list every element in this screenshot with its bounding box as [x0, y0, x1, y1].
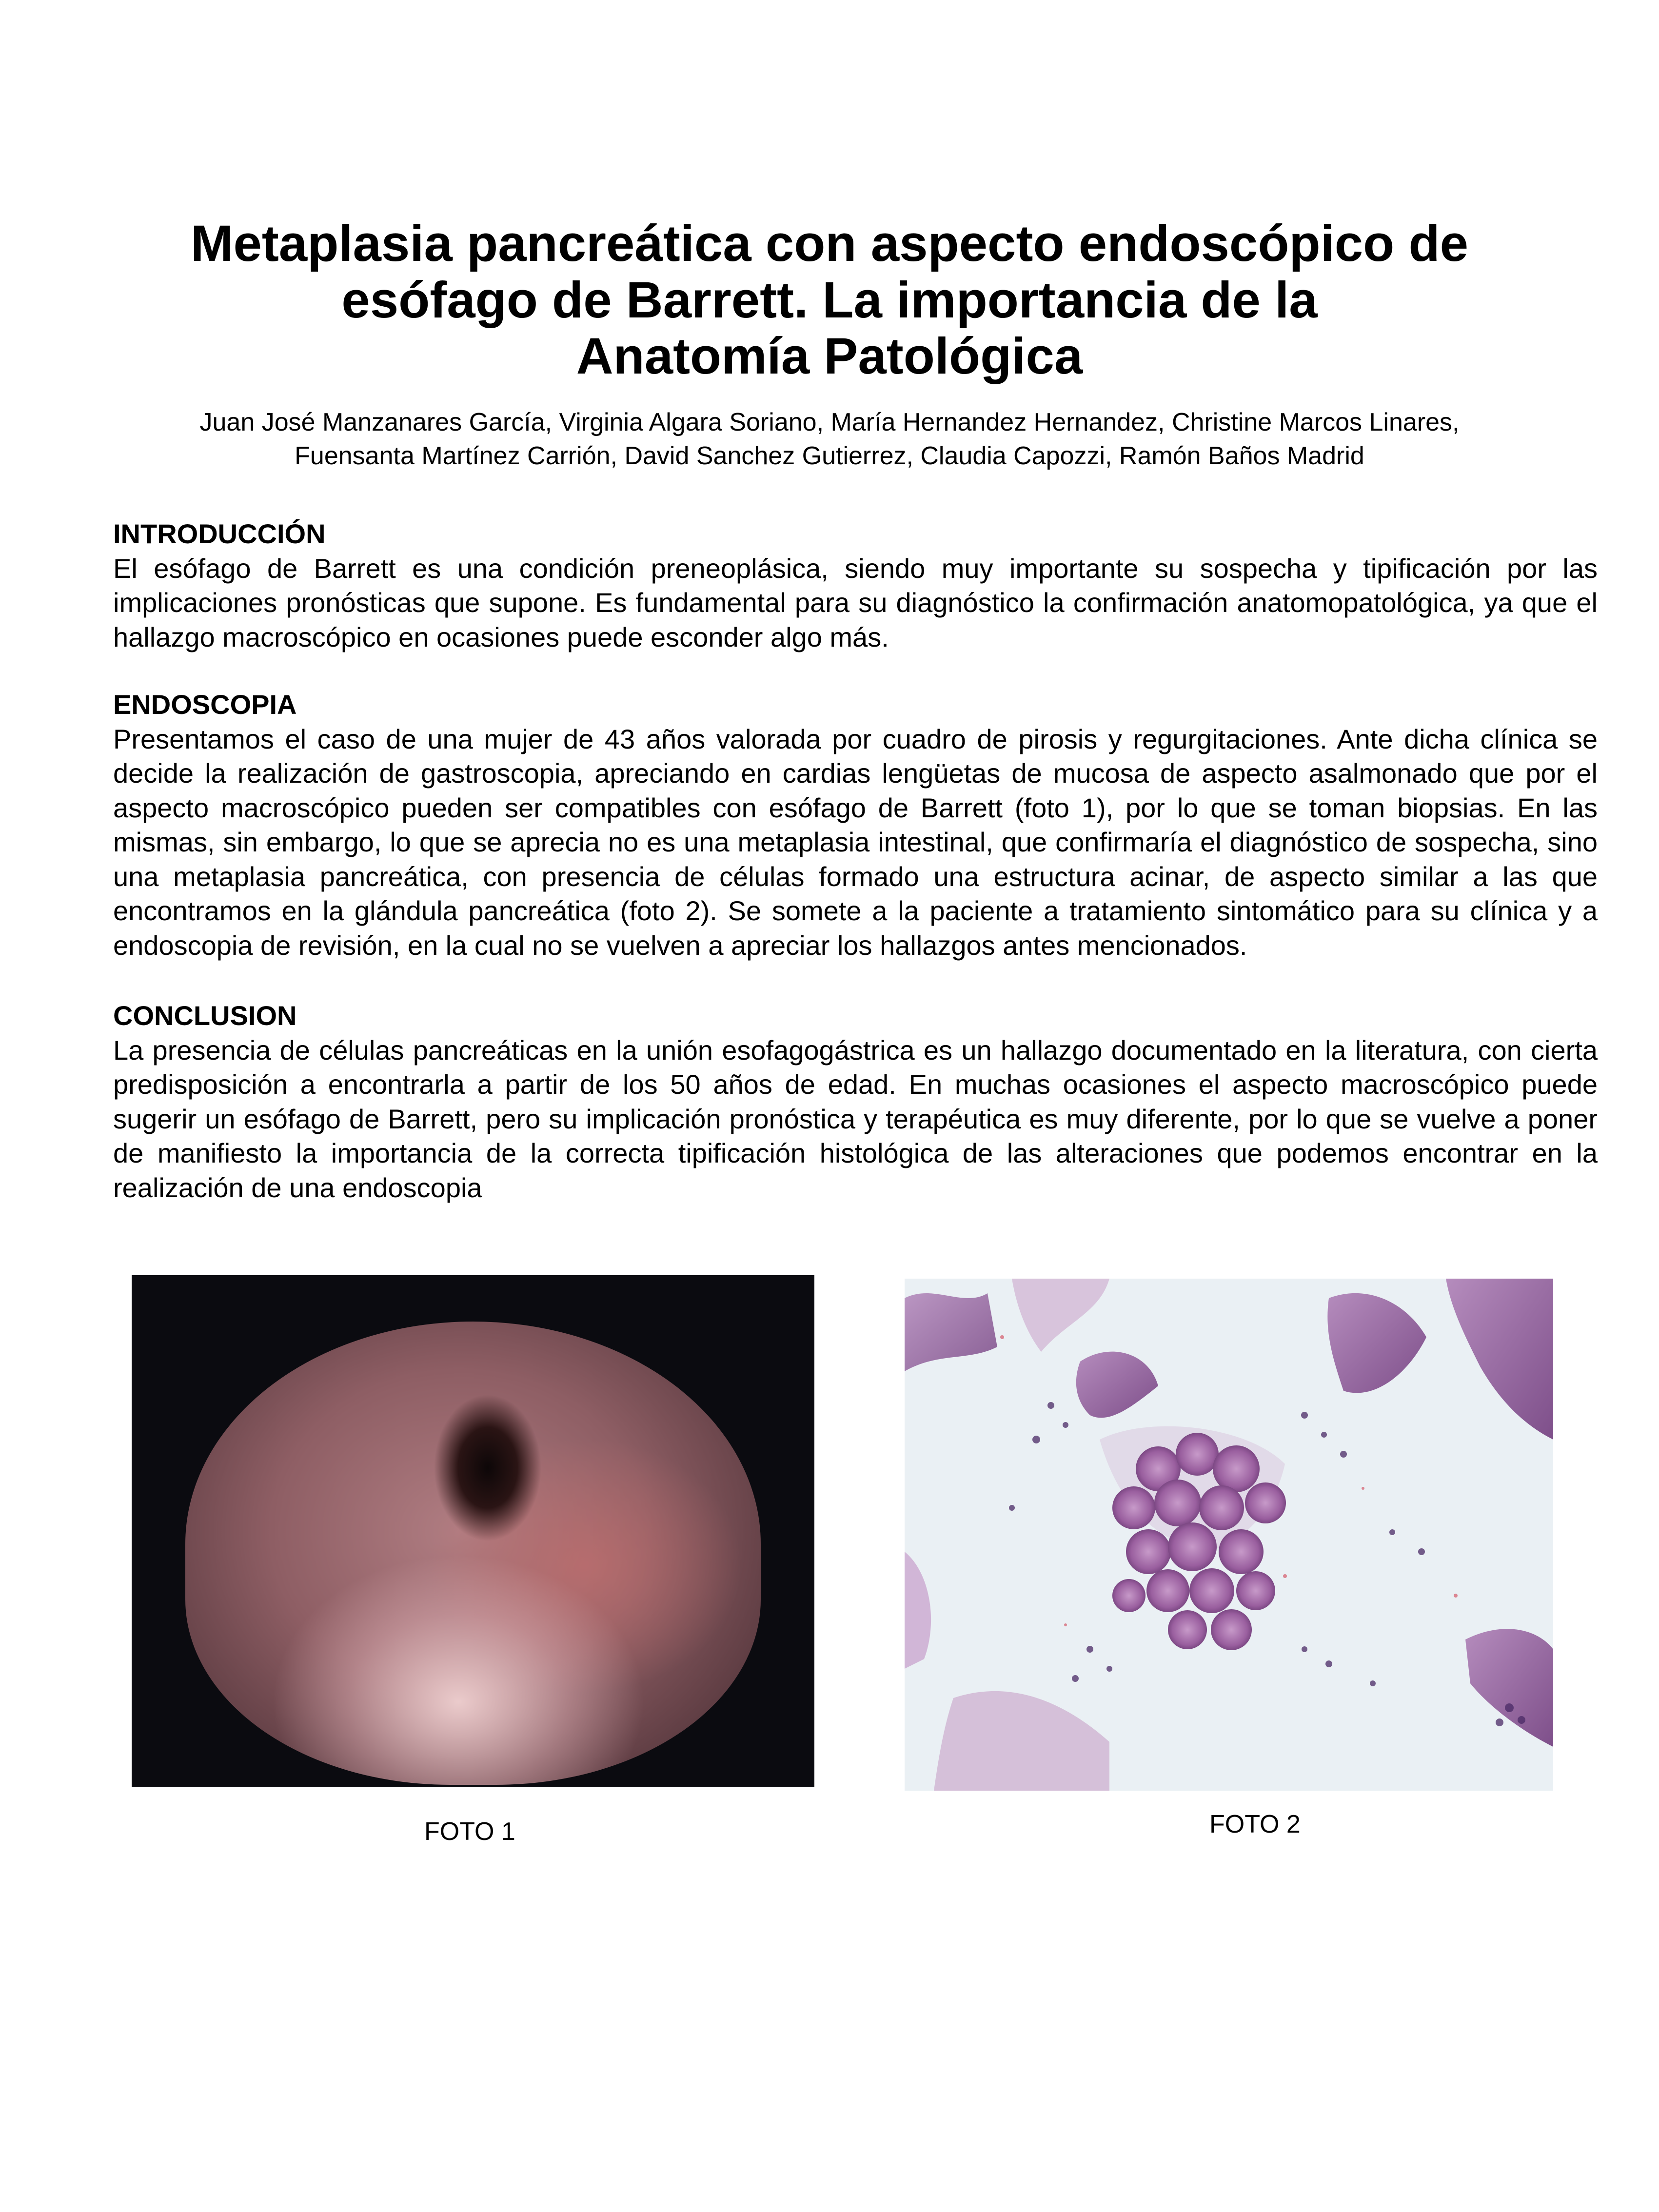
title-line-1: Metaplasia pancreática con aspecto endoscópico de	[190, 215, 1469, 273]
title-line-2: esófago de Barrett. La importancia de la	[341, 271, 1318, 329]
foto-1-caption: FOTO 1	[424, 1817, 515, 1846]
endoscopy-section	[113, 688, 1598, 963]
histology-micrograph	[905, 1279, 1553, 1791]
conclusion-section	[113, 999, 1598, 1205]
endoscopy-photo	[132, 1275, 814, 1787]
esophageal-lumen-image	[185, 1322, 761, 1785]
paper-title	[0, 216, 1659, 385]
introduction-heading: INTRODUCCIÓN	[113, 518, 326, 549]
histology-photo	[905, 1279, 1553, 1791]
authors-line-2: Fuensanta Martínez Carrión, David Sanchez Gutierrez, Claudia Capozzi, Ramón Baños Madrid	[295, 442, 1364, 471]
endoscopy-body: Presentamos el caso de una mujer de 43 años valorada por cuadro de pirosis y regurgitaciones. Ante dicha clínica se decide la realización de gastroscopia, apreciando en cardias lengüetas de mucosa de aspecto asalmonado que por el aspecto macroscópico pueden ser compatibles con esófago de Barrett (foto 1), por lo que se toman biopsias. En las mismas, sin embargo, lo que se aprecia no es una metaplasia intestinal, que confirmaría el diagnóstico de sospecha, sino una metaplasia pancreática, con presencia de células formado una estructura acinar, de aspecto similar a las que encontramos en la glándula pancreática (foto 2). Se somete a la paciente a tratamiento sintomático para su clínica y a endoscopia de revisión, en la cual no se vuelven a apreciar los hallazgos antes mencionados.	[113, 723, 1598, 961]
introduction-body: El esófago de Barrett es una condición preneoplásica, siendo muy importante su sospecha y tipificación por las implicaciones pronósticas que supone. Es fundamental para su diagnóstico la confirmación anatomopatológica, ya que el hallazgo macroscópico en ocasiones puede esconder algo más.	[113, 553, 1598, 652]
conclusion-body: La presencia de células pancreáticas en la unión esofagogástrica es un hallazgo documentado en la literatura, con cierta predisposición a encontrarla a partir de los 50 años de edad. En muchas ocasiones el aspecto macroscópico puede sugerir un esófago de Barrett, pero su implicación pronóstica y terapéutica es muy diferente, por lo que se vuelve a poner de manifiesto la importancia de la correcta tipificación histológica de las alteraciones que podemos encontrar en la realización de una endoscopia	[113, 1034, 1598, 1203]
foto-2-caption: FOTO 2	[1209, 1810, 1301, 1838]
endoscopy-heading: ENDOSCOPIA	[113, 689, 297, 720]
author-list	[0, 406, 1659, 473]
introduction-section	[113, 517, 1598, 654]
conclusion-heading: CONCLUSION	[113, 1000, 297, 1031]
authors-line-1: Juan José Manzanares García, Virginia Algara Soriano, María Hernandez Hernandez, Christine Marcos Linares,	[199, 408, 1460, 436]
title-line-3: Anatomía Patológica	[576, 328, 1083, 385]
